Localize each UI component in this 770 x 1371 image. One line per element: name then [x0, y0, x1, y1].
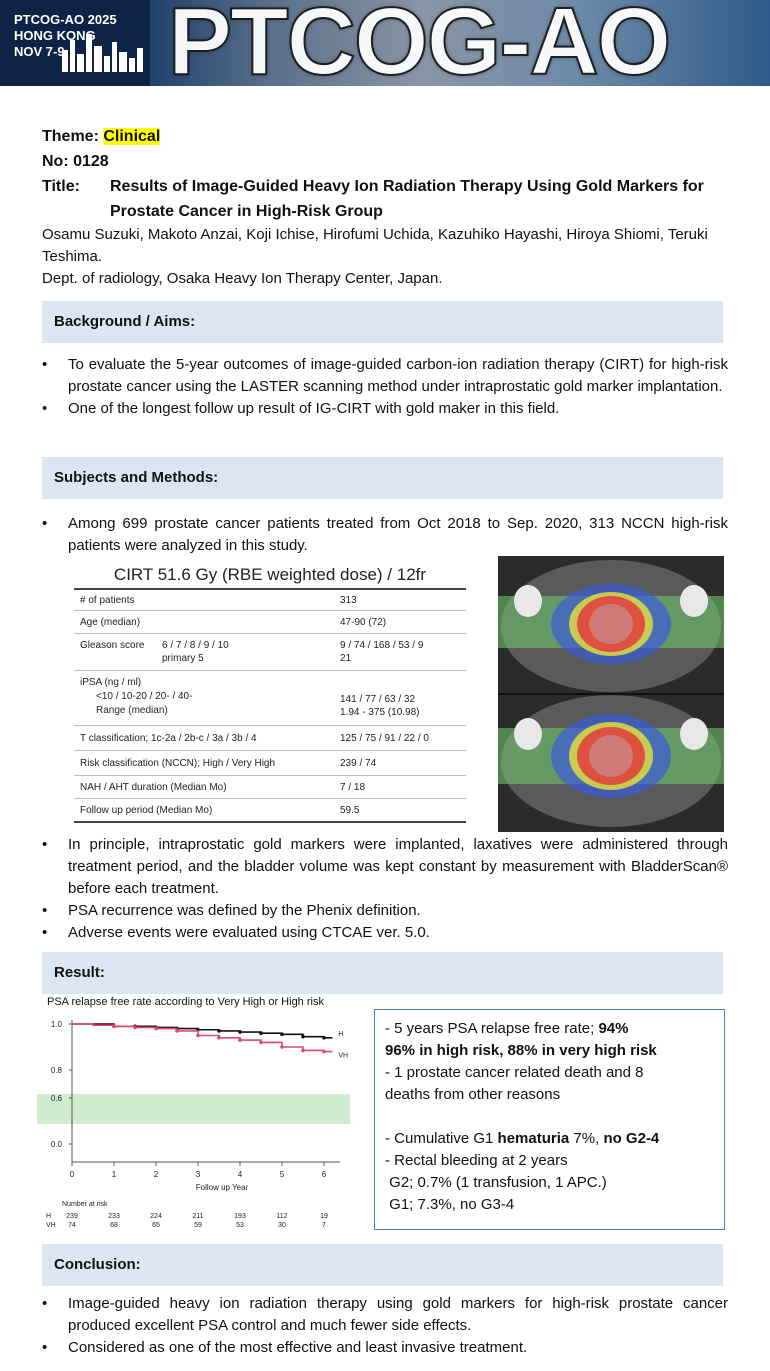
censor-mark: [301, 1035, 305, 1039]
methods-bullet: • Among 699 prostate cancer patients treated from Oct 2018 to Sep. 2020, 313 NCCN high-risk patients were analyzed in this study.: [42, 513, 728, 557]
risk-row-name: VH: [46, 1222, 56, 1229]
series-label-h: H: [338, 1030, 344, 1038]
conference-banner: [0, 0, 770, 86]
result-line: - 5 years PSA relapse free rate; 94%: [385, 1020, 629, 1037]
banner-line-1: PTCOG-AO 2025: [14, 12, 117, 27]
title-text: Results of Image-Guided Heavy Ion Radiation Therapy Using Gold Markers for Prostate Cancer in High-Risk Group: [110, 178, 704, 220]
result-line: [385, 1106, 714, 1128]
banner-logo-text: PTCOG-AO: [168, 0, 670, 86]
table-row: Follow up period (Median Mo) 59.5: [74, 799, 466, 823]
risk-count: 112: [276, 1213, 288, 1220]
censor-mark: [175, 1029, 179, 1033]
background-list: [42, 354, 728, 420]
result-line: - Rectal bleeding at 2 years: [385, 1152, 568, 1169]
censor-mark: [322, 1036, 326, 1040]
abstract-header: [42, 124, 742, 290]
theme-value: Clinical: [103, 128, 161, 145]
risk-count: 74: [68, 1222, 76, 1229]
censor-mark: [196, 1034, 200, 1038]
censor-mark: [322, 1050, 326, 1054]
number-line: [42, 149, 742, 174]
x-tick-label: 3: [195, 1170, 201, 1179]
x-axis-label: Follow up Year: [195, 1183, 249, 1192]
conclusion-list: [42, 1293, 728, 1359]
department: Dept. of radiology, Osaka Heavy Ion Therapy Center, Japan.: [42, 270, 443, 287]
censor-mark: [133, 1026, 137, 1030]
table-row: Risk classification (NCCN); High / Very High 239 / 74: [74, 751, 466, 776]
risk-count: 68: [110, 1222, 118, 1229]
censor-mark: [112, 1025, 116, 1029]
result-line: - Cumulative G1 hematuria 7%, no G2-4: [385, 1130, 660, 1147]
risk-count: 59: [194, 1222, 202, 1229]
x-tick-label: 6: [321, 1170, 327, 1179]
y-tick-label: 0.6: [50, 1094, 62, 1103]
censor-mark: [259, 1031, 263, 1035]
conclusion-bullet: • Considered as one of the most effective and least invasive treatment.: [42, 1337, 728, 1359]
result-line: 96% in high risk, 88% in very high risk: [385, 1042, 657, 1059]
title-line: [42, 174, 742, 224]
methods-bullet: • In principle, intraprostatic gold markers were implanted, laxatives were administered through treatment period, and the bladder volume was kept constant by measurement with BladderScan® before each treatment.: [42, 834, 728, 900]
theme-label: Theme:: [42, 128, 99, 145]
result-line: deaths from other reasons: [385, 1086, 561, 1103]
result-line: - 1 prostate cancer related death and 8: [385, 1064, 644, 1081]
risk-count: 233: [108, 1213, 120, 1220]
risk-count: 239: [66, 1213, 78, 1220]
no-label: No:: [42, 153, 69, 170]
series-label-vh: VH: [338, 1052, 349, 1060]
conclusion-bullet: • Image-guided heavy ion radiation therapy using gold markers for high-risk prostate cancer produced excellent PSA control and much fewer side effects.: [42, 1293, 728, 1337]
risk-table-title: Number at risk: [62, 1201, 108, 1208]
censor-mark: [280, 1033, 284, 1037]
risk-count: 19: [320, 1213, 328, 1220]
censor-mark: [259, 1041, 263, 1045]
censor-mark: [280, 1045, 284, 1049]
y-tick-label: 0.8: [50, 1066, 62, 1075]
methods-bullet: • PSA recurrence was defined by the Phenix definition.: [42, 900, 728, 922]
risk-count: 53: [236, 1222, 244, 1229]
patient-table: [74, 562, 466, 823]
table-row: Age (median) 47-90 (72): [74, 611, 466, 634]
axis-break-band: [37, 1094, 350, 1124]
section-methods-heading: Subjects and Methods:: [42, 457, 723, 499]
table-row: iPSA (ng / ml) <10 / 10-20 / 20- / 40- 141 / 77 / 63 / 32 Range (median) 1.94 - 375 (10.98): [74, 671, 466, 726]
y-tick-label: 1.0: [50, 1020, 62, 1029]
risk-count: 7: [322, 1222, 326, 1229]
risk-count: 211: [192, 1213, 204, 1220]
section-conclusion-heading: Conclusion:: [42, 1244, 723, 1286]
x-tick-label: 0: [69, 1170, 75, 1179]
banner-line-3: NOV 7-9: [14, 44, 65, 59]
risk-count: 65: [152, 1222, 160, 1229]
censor-mark: [217, 1036, 221, 1040]
risk-count: 30: [278, 1222, 286, 1229]
ct-dose-distribution-image: [498, 556, 724, 832]
section-background-heading: Background / Aims:: [42, 301, 723, 343]
y-tick-label: 0.0: [50, 1140, 62, 1149]
risk-count: 193: [234, 1213, 246, 1220]
risk-row-name: H: [46, 1213, 52, 1220]
censor-mark: [238, 1030, 242, 1034]
table-row: # of patients 313: [74, 590, 466, 611]
x-tick-label: 5: [279, 1170, 285, 1179]
censor-mark: [217, 1029, 221, 1033]
table-row: T classification; 1c-2a / 2b-c / 3a / 3b / 4 125 / 75 / 91 / 22 / 0: [74, 726, 466, 751]
x-tick-label: 4: [237, 1170, 243, 1179]
ct-dose-images: [498, 556, 724, 832]
censor-mark: [238, 1038, 242, 1042]
result-summary-box: [374, 1009, 725, 1230]
section-result-heading: Result:: [42, 952, 723, 994]
methods-bullet: • Adverse events were evaluated using CTCAE ver. 5.0.: [42, 922, 728, 944]
banner-info: [14, 12, 117, 60]
km-line-vh: [72, 1024, 332, 1052]
theme-line: [42, 124, 742, 149]
result-line: G2; 0.7% (1 transfusion, 1 APC.): [385, 1174, 607, 1191]
x-tick-label: 1: [111, 1170, 117, 1179]
authors: Osamu Suzuki, Makoto Anzai, Koji Ichise, Hirofumi Uchida, Kazuhiko Hayashi, Hiroya Shiomi, Teruki Teshima.: [42, 226, 708, 265]
table-row: Gleason score 6 / 7 / 8 / 9 / 10 9 / 74 / 168 / 53 / 9 primary 5 21: [74, 634, 466, 671]
risk-count: 224: [150, 1213, 162, 1220]
result-line: G1; 7.3%, no G3-4: [385, 1196, 515, 1213]
methods-list-1: [42, 513, 728, 557]
table-row: NAH / AHT duration (Median Mo) 7 / 18: [74, 776, 466, 799]
banner-line-2: HONG KONG: [14, 28, 96, 43]
background-bullet: • To evaluate the 5-year outcomes of image-guided carbon-ion radiation therapy (CIRT) for high-risk prostate cancer using the LASTER scanning method under intraprostatic gold marker implantation.: [42, 354, 728, 398]
title-label: Title:: [42, 178, 80, 195]
censor-mark: [301, 1049, 305, 1053]
chart-title: PSA relapse free rate according to Very High or High risk: [47, 996, 324, 1008]
no-value: 0128: [73, 153, 109, 170]
table-title: CIRT 51.6 Gy (RBE weighted dose) / 12fr: [74, 562, 466, 590]
x-tick-label: 2: [153, 1170, 159, 1179]
censor-mark: [154, 1027, 158, 1031]
km-chart: [30, 1012, 370, 1230]
methods-list-2: [42, 834, 728, 944]
background-bullet: • One of the longest follow up result of IG-CIRT with gold maker in this field.: [42, 398, 728, 420]
